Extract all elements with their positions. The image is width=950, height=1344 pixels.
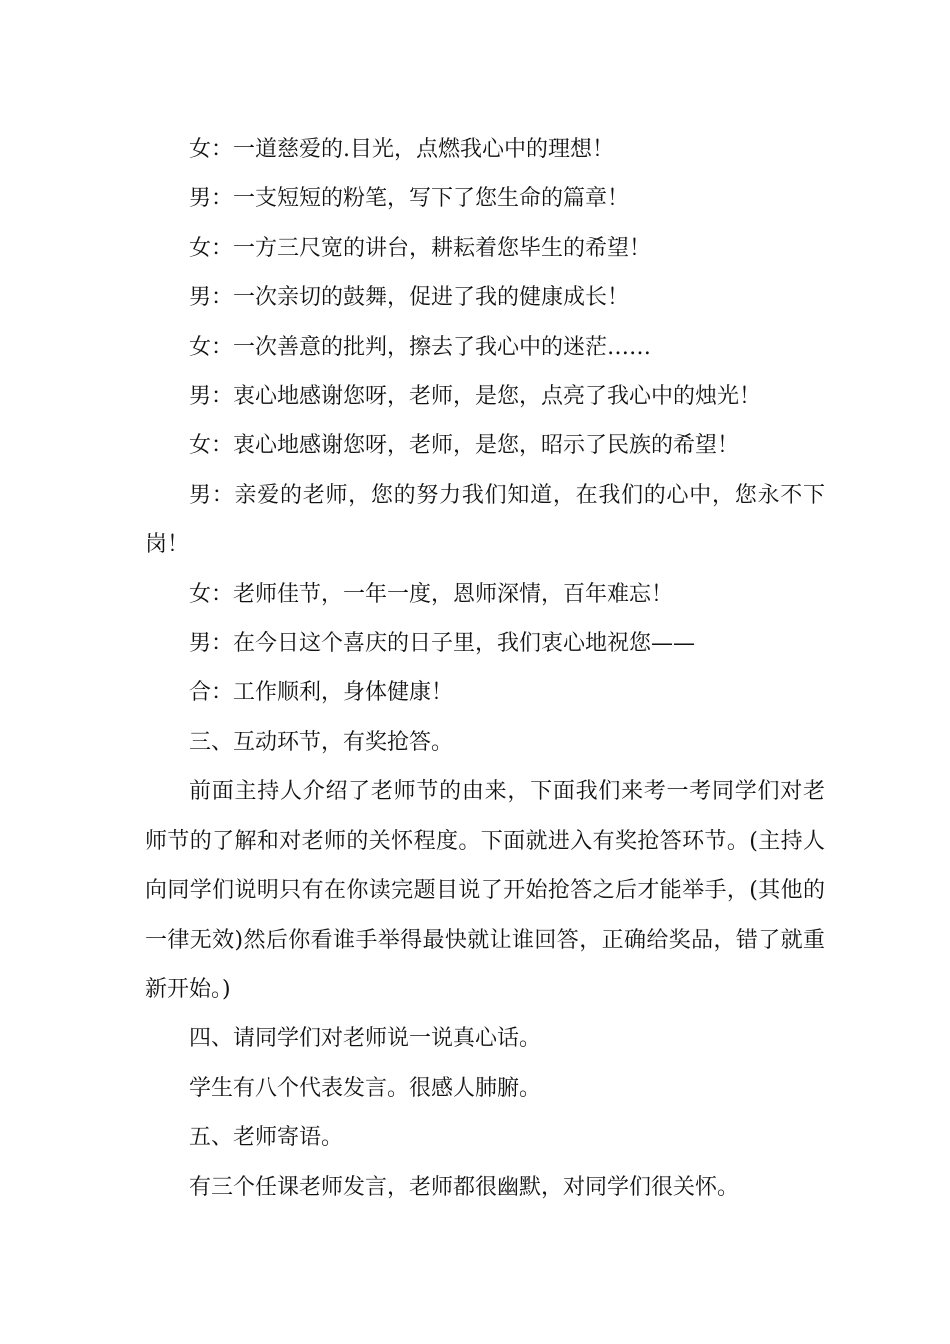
body-text bbox=[145, 125, 825, 1212]
paragraph: 女：老师佳节，一年一度，恩师深情，百年难忘！ bbox=[189, 581, 674, 607]
paragraph: 有三个任课老师发言，老师都很幽默，对同学们很关怀。 bbox=[189, 1174, 740, 1200]
paragraph: 女：一方三尺宽的讲台，耕耘着您毕生的希望！ bbox=[189, 235, 652, 261]
paragraph: 前面主持人介绍了老师节的由来，下面我们来考一考同学们对老师节的了解和对老师的关怀程度。下面就进入有奖抢答环节。(主持人向同学们说明只有在你读完题目说了开始抢答之后才能举手，(其他的一律无效)然后你看谁手举得最快就让谁回答，正确给奖品，错了就重新开始。) bbox=[145, 779, 825, 1002]
paragraph: 合：工作顺利，身体健康！ bbox=[189, 680, 454, 706]
paragraph: 女：一道慈爱的.目光，点燃我心中的理想！ bbox=[189, 137, 614, 162]
paragraph: 男：一支短短的粉笔，写下了您生命的篇章！ bbox=[189, 186, 630, 212]
paragraph: 男：一次亲切的鼓舞，促进了我的健康成长！ bbox=[189, 285, 630, 311]
paragraph: 男：在今日这个喜庆的日子里，我们衷心地祝您—— bbox=[189, 631, 696, 657]
paragraph: 男：亲爱的老师，您的努力我们知道，在我们的心中，您永不下岗！ bbox=[145, 482, 825, 558]
paragraph: 女：一次善意的批判，擦去了我心中的迷茫…… bbox=[189, 334, 652, 360]
paragraph: 学生有八个代表发言。很感人肺腑。 bbox=[189, 1075, 542, 1101]
section-heading: 三、互动环节，有奖抢答。 bbox=[189, 729, 454, 755]
paragraph: 男：衷心地感谢您呀，老师，是您，点亮了我心中的烛光！ bbox=[189, 384, 762, 410]
section-heading: 四、请同学们对老师说一说真心话。 bbox=[189, 1026, 542, 1052]
section-heading: 五、老师寄语。 bbox=[189, 1125, 344, 1151]
paragraph: 女：衷心地感谢您呀，老师，是您，昭示了民族的希望！ bbox=[189, 433, 740, 459]
